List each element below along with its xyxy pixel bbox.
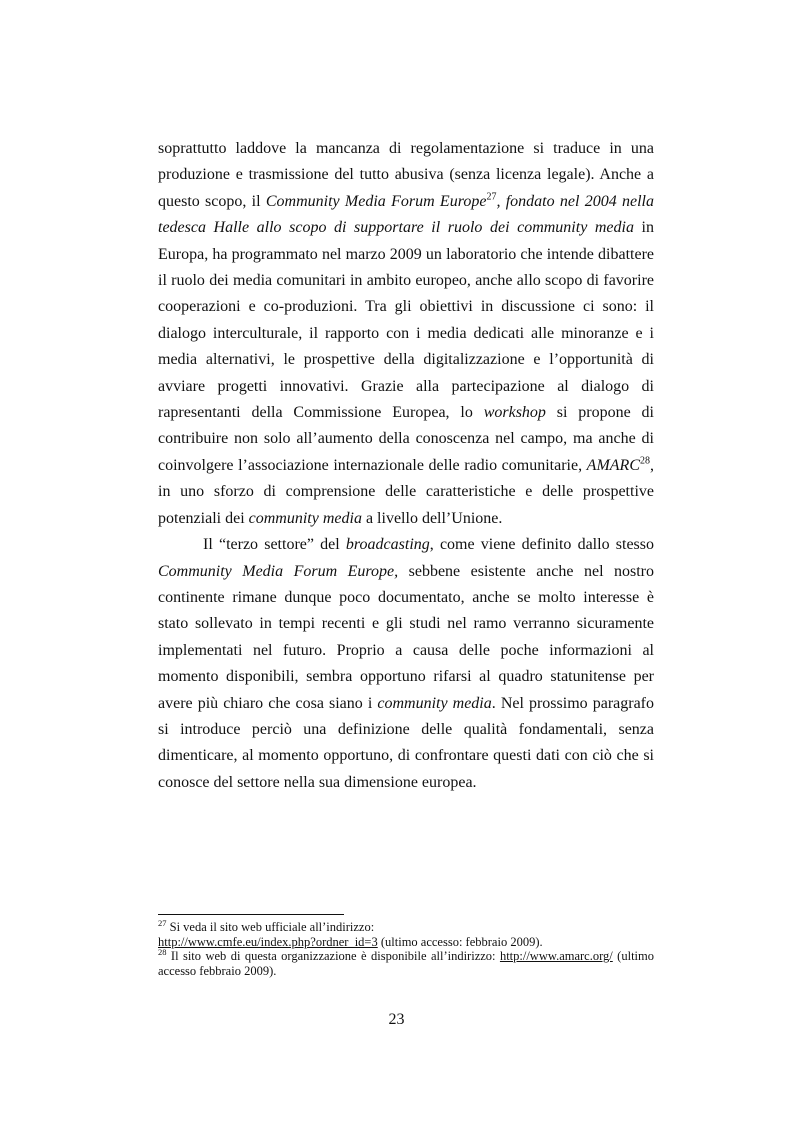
paragraph-2-text: . Nel prossimo paragrafo si introduce perciò una definizione delle qualità fondamentali, senza dimenticare, al momento opportuno, di confrontare questi dati con ciò che si conosce del settore nella sua dimensione europea. — [158, 694, 655, 791]
paragraph-2-text: Il “terzo settore” del — [203, 536, 346, 554]
footnote-27 — [158, 917, 654, 949]
italic-term: AMARC — [586, 456, 640, 474]
paragraph-1-text: a livello dell’Unione. — [361, 509, 503, 527]
paragraph-2-text: , come viene definito dallo stesso — [429, 536, 654, 554]
footnote-link[interactable]: http://www.amarc.org/ — [499, 949, 613, 963]
paragraph-1-text: , fondato nel 2004 nella tedesca Halle allo scopo di supportare il ruolo dei — [158, 192, 655, 237]
paragraph-1-text: in Europa, ha programmato nel marzo 2009 un laboratorio che intende dibattere il ruolo dei media comunitari in ambito europeo, anche allo scopo di favorire cooperazioni e co-produzioni. Tra gli obiettivi in discussione ci sono: il dialogo interculturale, il rapporto con i media dedicati alle minoranze e i media alternativi, le prospettive della digitalizzazione e l’opportunità di avviare progetti innovativi. Grazie alla partecipazione al dialogo di rapresentanti della Commissione Europea, lo — [158, 219, 655, 422]
paragraph-2 — [158, 532, 654, 796]
italic-term: workshop — [483, 404, 546, 422]
paragraph-1-text: si propone di contribuire non solo all’aumento della conoscenza nel campo, ma anche di coinvolgere l’associazione internazionale delle radio comunitarie, — [158, 404, 654, 474]
paragraph-1 — [158, 136, 654, 532]
footnote-number: 27 — [158, 917, 167, 928]
body-text — [158, 136, 654, 796]
footnote-separator — [158, 914, 344, 915]
footnote-ref-27[interactable]: 27 — [486, 191, 497, 203]
footnote-ref-28[interactable]: 28 — [640, 455, 650, 467]
paragraph-1-text: soprattutto laddove la mancanza di regolamentazione si traduce in una produzione e trasmissione del tutto abusiva (senza licenza legale). Anche a questo scopo, il — [158, 140, 654, 210]
italic-term: community media — [517, 219, 634, 237]
footnote-text: Si veda il sito web ufficiale all’indirizzo: — [166, 920, 375, 934]
italic-term: community media — [377, 694, 492, 712]
italic-term: broadcasting — [345, 536, 430, 554]
page-number: 23 — [388, 1011, 405, 1028]
footnote-text: Il sito web di questa organizzazione è disponibile all’indirizzo: — [166, 949, 500, 963]
paragraph-2-text: sebbene esistente anche nel nostro continente rimane dunque poco documentato, anche se molto interesse è stato sollevato in tempi recenti e gli studi nel ramo verranno sicuramente implementati nel futuro. Proprio a causa delle poche informazioni al momento disponibili, sembra opportuno rifarsi al quadro statunitense per avere più chiaro che cosa siano i — [158, 562, 654, 712]
footnote-text: (ultimo accesso febbraio 2009). — [158, 949, 654, 978]
italic-term: Community Media Forum Europe, — [158, 562, 399, 580]
footnote-text: (ultimo accesso: febbraio 2009). — [377, 934, 543, 949]
italic-term: Community Media Forum Europe — [265, 192, 487, 210]
footnotes — [158, 917, 654, 978]
paragraph-1-text: , in uno sforzo di comprensione delle caratteristiche e delle prospettive potenziali dei — [158, 456, 654, 527]
footnote-link[interactable]: http://www.cmfe.eu/index.php?ordner_id=3 — [158, 934, 378, 949]
footnote-number: 28 — [158, 946, 167, 957]
italic-term: community media — [248, 509, 362, 527]
footnote-28 — [158, 946, 654, 978]
